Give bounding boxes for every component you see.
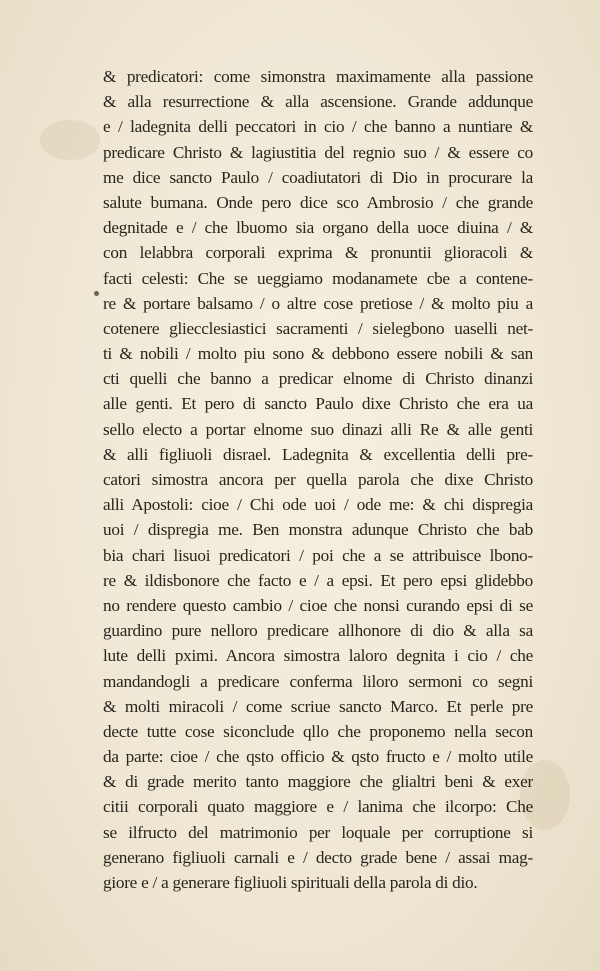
text-line: se ilfructo del matrimonio per loquale per corruptione si bbox=[103, 822, 533, 842]
text-line: no rendere questo cambio / cioe che nonsi curando epsi di se bbox=[103, 595, 533, 615]
text-line: re & portare balsamo / o altre cose pretiose / & molto piu a bbox=[103, 293, 533, 313]
paper-stain bbox=[40, 120, 100, 160]
text-line: catori simostra ancora per quella parola che dixe Christo bbox=[103, 470, 533, 489]
text-line: citii corporali quato maggiore e / lanima che ilcorpo: Che bbox=[103, 797, 533, 817]
text-line: giore e / a generare figliuoli spirituali della parola di dio. bbox=[103, 873, 478, 892]
text-line: con lelabbra corporali exprima & pronuntii glioracoli & bbox=[103, 243, 533, 263]
text-line: & alla resurrectione & alla ascensione. Grande addunque bbox=[103, 92, 533, 112]
text-line: re & ildisbonore che facto e / a epsi. Et pero epsi glidebbo bbox=[103, 570, 533, 590]
text-line: da parte: cioe / che qsto officio & qsto fructo e / molto utile bbox=[103, 747, 533, 767]
text-line: guardino pure nelloro predicare allhonore di dio & alla sa bbox=[103, 621, 533, 641]
text-line: bia chari lisuoi predicatori / poi che a se attribuisce lbono- bbox=[103, 545, 533, 565]
text-line: degnitade e / che lbuomo sia organo della uoce diuina / & bbox=[103, 218, 533, 238]
text-line: decte tutte cose siconclude qllo che proponemo nella secon bbox=[103, 721, 533, 741]
text-block bbox=[103, 64, 533, 895]
text-line: predicare Christo & lagiustitia del regnio suo / & essere co bbox=[103, 142, 533, 162]
text-line: alli Apostoli: cioe / Chi ode uoi / ode me: & chi dispregia bbox=[103, 495, 533, 515]
text-line: ti & nobili / molto piu sono & debbono essere nobili & san bbox=[103, 344, 533, 364]
text-line: me dice sancto Paulo / coadiutatori di Dio in procurare la bbox=[103, 167, 533, 187]
text-line: salute bumana. Onde pero dice sco Ambrosio / che grande bbox=[103, 192, 533, 212]
text-line: & alli figliuoli disrael. Ladegnita & excellentia delli pre- bbox=[103, 444, 533, 464]
text-line: & predicatori: come simonstra maximamente alla passione bbox=[103, 67, 533, 86]
text-line: e / ladegnita delli peccatori in cio / che banno a nuntiare & bbox=[103, 117, 533, 137]
text-line: & molti miracoli / come scriue sancto Marco. Et perle pre bbox=[103, 696, 533, 716]
text-line: uoi / dispregia me. Ben monstra adunque Christo che bab bbox=[103, 520, 533, 540]
text-line: alle genti. Et pero di sancto Paulo dixe Christo che era ua bbox=[103, 394, 533, 414]
text-line: cotenere gliecclesiastici sacramenti / sielegbono uaselli net- bbox=[103, 318, 533, 338]
text-line: facti celesti: Che se ueggiamo modanamete cbe a contene- bbox=[103, 268, 533, 288]
margin-dot bbox=[94, 291, 99, 296]
text-line: generano figliuoli carnali e / decto grade bene / assai mag- bbox=[103, 847, 533, 867]
text-line: & di grade merito tanto maggiore che glialtri beni & exer bbox=[103, 772, 533, 792]
text-line: sello electo a portar elnome suo dinazi alli Re & alle genti bbox=[103, 419, 533, 439]
text-line: mandandogli a predicare conferma liloro sermoni co segni bbox=[103, 671, 533, 691]
text-line: lute delli pximi. Ancora simostra laloro degnita i cio / che bbox=[103, 646, 533, 666]
text-line: cti quelli che banno a predicar elnome di Christo dinanzi bbox=[103, 369, 533, 389]
